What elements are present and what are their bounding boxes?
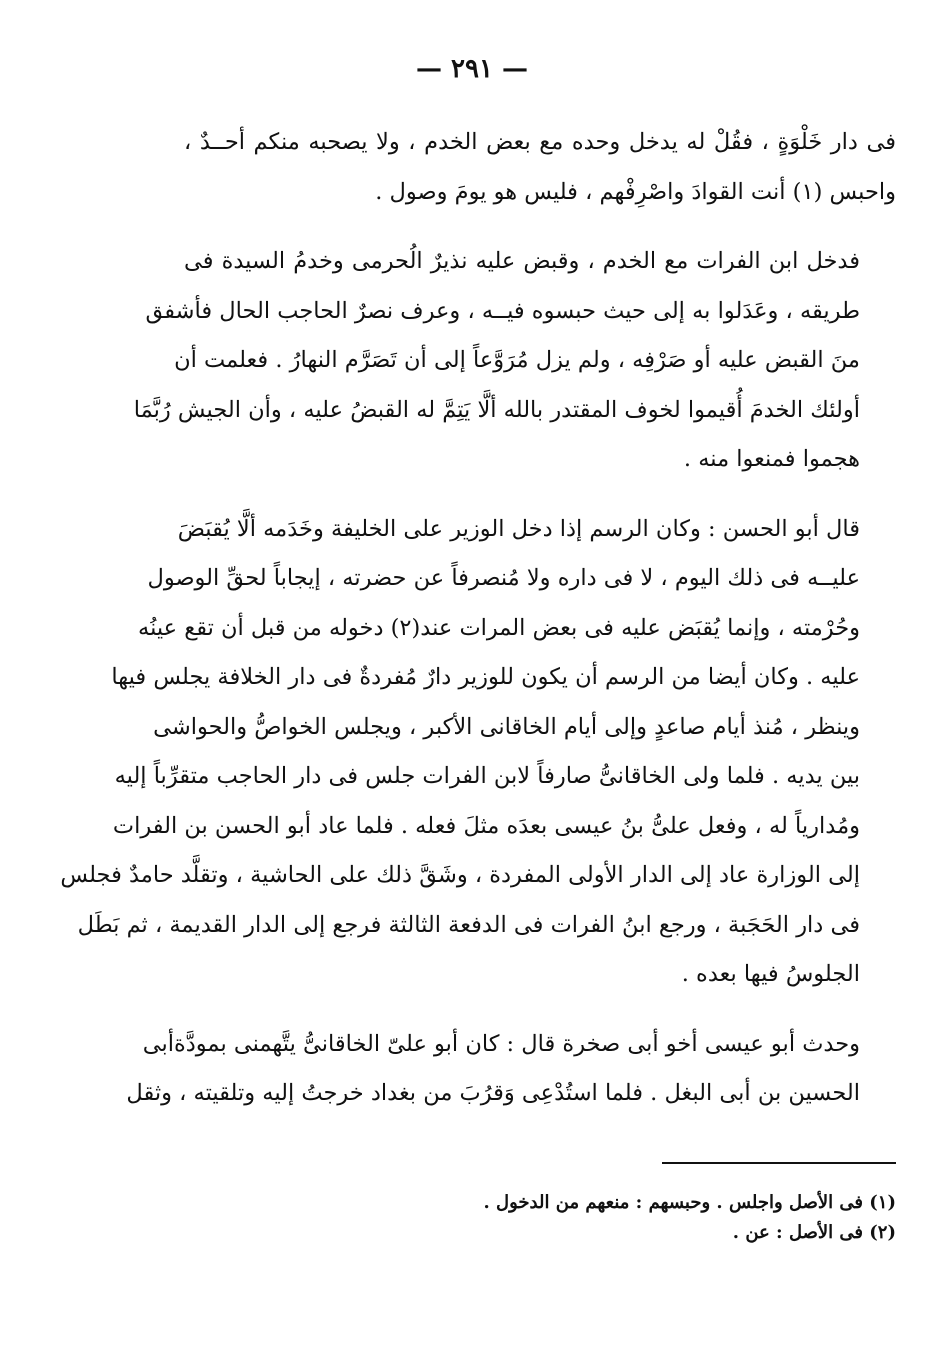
text-line: بين يديه . فلما ولى الخاقانىُّ صارفاً لابن الفرات جلس فى دار الحاجب متقرِّباً إليه [114,763,860,789]
text-line: وينظر ، مُنذ أيام صاعدٍ وإلى أيام الخاقانى الأكبر ، ويجلس الخواصُّ والحواشى [153,713,860,740]
page-number: — ٢٩١ — [415,54,529,84]
text-line: هجموا فمنعوا منه . [683,446,860,472]
text-line: وحُرْمته ، وإنما يُقبَض عليه فى بعض المرات عند(٢) دخوله من قبل أن تقع عينُه [138,614,860,641]
footnote-2: (٢) فى الأصل : عن . [732,1222,896,1243]
paragraph-4 [126,1020,896,1119]
text-line: واحبس (١) أنت القوادَ واصْرِفْهم ، فليس هو يومَ وصول . [375,178,896,205]
footnote-1: (١) فى الأصل واجلس . وحبسهم : منعهم من الدخول . [483,1192,896,1213]
text-line: وحدث أبو عيسى أخو أبى صخرة قال : كان أبو علىّ الخاقانىُّ يتَّهمنى بمودَّةأبى [142,1030,860,1057]
text-line: ومُدارياً له ، وفعل علىُّ بنُ عيسى بعدَه مثلَ فعله . فلما عاد أبو الحسن بن الفرات [112,812,860,839]
text-line: فى دار خَلْوَةٍ ، فقُلْ له يدخل وحده مع بعض الخدم ، ولا يصحبه منكم أحــدٌ ، [184,129,896,155]
text-line: فى دار الحَجَبة ، ورجع ابنُ الفرات فى الدفعة الثالثة فرجع إلى الدار القديمة ، ثم بَطَل [77,911,860,938]
paragraph-1 [184,118,896,217]
text-line: الجلوسُ فيها بعده . [681,961,860,987]
text-line: عليه . وكان أيضا من الرسم أن يكون للوزير دارٌ مُفردةٌ فى دار الخلافة يجلس فيها [111,664,860,690]
text-line: طريقه ، وعَدَلوا به إلى حيث حبسوه فيــه ، وعرف نصرٌ الحاجب الحال فأشفق [145,297,860,324]
footnote-divider [662,1162,896,1164]
text-line: إلى الوزارة عاد إلى الدار الأولى المفردة ، وشَقَّ ذلك على الحاشية ، وتقلَّد حامدٌ فجلس [60,862,860,888]
text-line: الحسين بن أبى البغل . فلما استُدْعِى وَقرُبَ من بغداد خرجتُ إليه وتلقيته ، وثقل [126,1080,860,1106]
paragraph-3 [60,505,896,1000]
paragraph-2 [133,237,896,485]
text-line: عليــه فى ذلك اليوم ، لا فى داره ولا مُنصرفاً عن حضرته ، إيجاباً لحقِّ الوصول [147,565,860,591]
text-line: فدخل ابن الفرات مع الخدم ، وقبض عليه نذيرٌ الُحرمى وخدمُ السيدة فى [184,248,860,274]
text-line: أولئك الخدمَ أُقيموا لخوف المقتدر بالله ألَّا يَتِمَّ له القبضُ عليه ، وأن الجيش رُبَّمَا [133,396,860,423]
text-line: قال أبو الحسن : وكان الرسم إذا دخل الوزير على الخليفة وخَدَمه ألَّا يُقبَضَ [177,515,860,542]
footnotes [184,1188,896,1248]
body-text [60,118,896,1139]
text-line: منَ القبض عليه أو صَرْفِه ، ولم يزل مُرَوَّعاً إلى أن تَصَرَّم النهارُ . فعلمت أن [174,347,860,373]
